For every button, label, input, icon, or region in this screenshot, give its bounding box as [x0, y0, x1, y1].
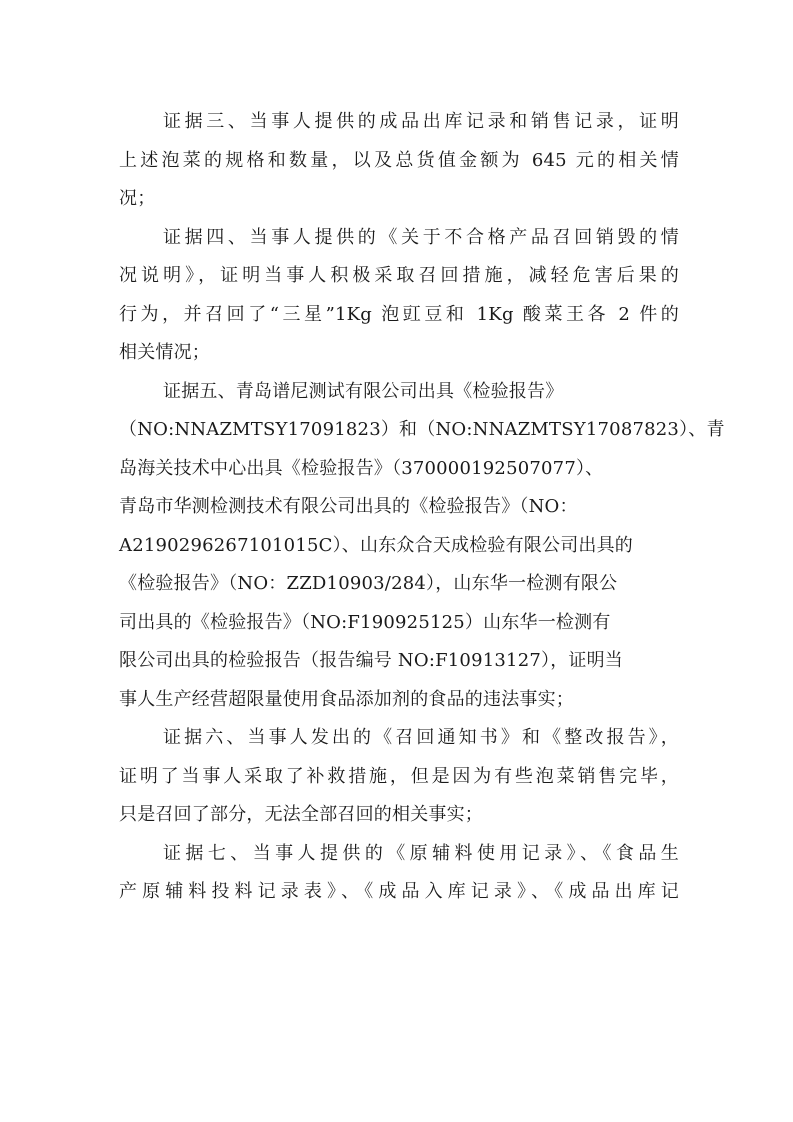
text-line: 产原辅料投料记录表》、《成品入库记录》、《成品出库记: [119, 881, 679, 902]
text-line: 司出具的《检验报告》（NO:F190925125）山东华一检测有: [119, 611, 611, 633]
text-line: 证据四、当事人提供的《关于不合格产品召回销毁的情: [163, 226, 679, 248]
text-line: A2190296267101015C）、山东众合天成检验有限公司出具的: [119, 534, 634, 556]
text-line: 事人生产经营超限量使用食品添加剂的食品的违法事实；: [119, 688, 574, 710]
paragraph-evidence-6: [119, 719, 679, 835]
text-line: 证据三、当事人提供的成品出库记录和销售记录，证明: [163, 111, 679, 132]
paragraph-evidence-5: [119, 373, 725, 720]
paragraph-evidence-7: [119, 835, 679, 912]
text-line: （NO:NNAZMTSY17091823）和（NO:NNAZMTSY17087823）、青: [119, 419, 725, 440]
paragraph-evidence-3: [119, 103, 679, 219]
text-line: 岛海关技术中心出具《检验报告》（370000192507077）、: [119, 457, 604, 479]
text-line: 证明了当事人采取了补救措施，但是因为有些泡菜销售完毕，: [119, 765, 679, 787]
text-line: 相关情况；: [119, 342, 210, 363]
text-line: 上述泡菜的规格和数量，以及总货值金额为 645 元的相关情: [119, 149, 679, 171]
text-line: 证据七、当事人提供的《原辅料使用记录》、《食品生: [163, 842, 679, 864]
text-line: 证据五、青岛谱尼测试有限公司出具《检验报告》: [163, 380, 564, 402]
text-line: 证据六、当事人发出的《召回通知书》和《整改报告》，: [163, 727, 679, 748]
text-line: 《检验报告》（NO：ZZD10903/284），山东华一检测有限公: [119, 573, 618, 594]
text-line: 况说明》，证明当事人积极采取召回措施，减轻危害后果的: [119, 265, 679, 286]
document-body: [119, 103, 725, 912]
text-line: 行为，并召回了“三星”1Kg 泡豇豆和 1Kg 酸菜王各 2 件的: [119, 303, 679, 325]
paragraph-evidence-4: [119, 219, 679, 373]
text-line: 限公司出具的检验报告（报告编号 NO:F10913127），证明当: [119, 650, 623, 671]
text-line: 只是召回了部分，无法全部召回的相关事实；: [119, 804, 483, 825]
text-line: 青岛市华测检测技术有限公司出具的《检验报告》（NO：: [119, 496, 578, 517]
text-line: 况；: [119, 188, 156, 209]
